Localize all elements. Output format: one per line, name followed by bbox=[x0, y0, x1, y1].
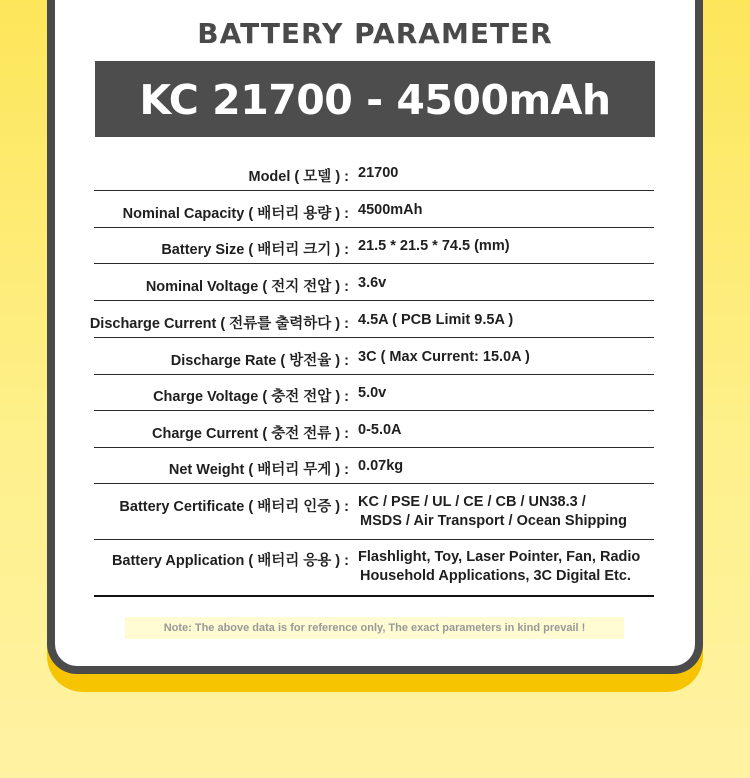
spec-value: 5.0v bbox=[358, 385, 387, 401]
spec-value: 21700 bbox=[358, 165, 399, 181]
spec-label: Model ( 모델 ) : bbox=[248, 169, 349, 185]
spec-row-discharge-rate bbox=[94, 338, 654, 375]
spec-row-certificate bbox=[94, 484, 654, 540]
spec-value: 21.5 * 21.5 * 74.5 (mm) bbox=[358, 238, 510, 254]
spec-row-weight bbox=[94, 448, 654, 484]
spec-row-application bbox=[94, 540, 654, 597]
spec-label: Charge Current ( 충전 전류 ) : bbox=[151, 426, 349, 442]
spec-label: Nominal Voltage ( 전지 전압 ) : bbox=[145, 279, 349, 295]
spec-label: Charge Voltage ( 충전 전압 ) : bbox=[153, 389, 349, 405]
spec-label: Nominal Capacity ( 배터리 용량 ) : bbox=[122, 206, 349, 222]
spec-row-charge-voltage bbox=[94, 375, 654, 411]
spec-label: Battery Certificate ( 배터리 인증 ) : bbox=[119, 499, 349, 515]
spec-row-discharge-current bbox=[89, 301, 654, 338]
spec-value: 3C ( Max Current: 15.0A ) bbox=[358, 349, 530, 365]
spec-label: Net Weight ( 배터리 무게 ) : bbox=[168, 462, 349, 478]
spec-row-voltage bbox=[94, 264, 654, 301]
spec-value: 4500mAh bbox=[358, 202, 423, 218]
spec-value: Flashlight, Toy, Laser Pointer, Fan, Radio Household Applications, 3C Digital Etc. bbox=[358, 549, 641, 584]
spec-label: Battery Application ( 배터리 응용 ) : bbox=[111, 553, 349, 569]
spec-row-size bbox=[94, 228, 654, 264]
spec-label: Discharge Rate ( 방전율 ) : bbox=[170, 353, 349, 369]
spec-label: Battery Size ( 배터리 크기 ) : bbox=[161, 242, 349, 258]
spec-value: KC / PSE / UL / CE / CB / UN38.3 / MSDS / Air Transport / Ocean Shipping bbox=[358, 494, 627, 529]
spec-row-charge-current bbox=[94, 411, 654, 448]
spec-value: 4.5A ( PCB Limit 9.5A ) bbox=[358, 312, 514, 328]
spec-row-model bbox=[94, 154, 654, 191]
disclaimer-note: Note: The above data is for reference only, The exact parameters in kind prevail ! bbox=[125, 617, 624, 639]
spec-value: 0.07kg bbox=[358, 458, 404, 474]
spec-row-capacity bbox=[94, 191, 654, 228]
spec-value: 0-5.0A bbox=[358, 422, 402, 438]
product-banner: KC 21700 - 4500mAh bbox=[95, 61, 655, 137]
spec-label: Discharge Current ( 전류를 출력하다 ) : bbox=[89, 316, 349, 332]
page-title: BATTERY PARAMETER bbox=[197, 17, 553, 50]
spec-value: 3.6v bbox=[358, 275, 387, 291]
